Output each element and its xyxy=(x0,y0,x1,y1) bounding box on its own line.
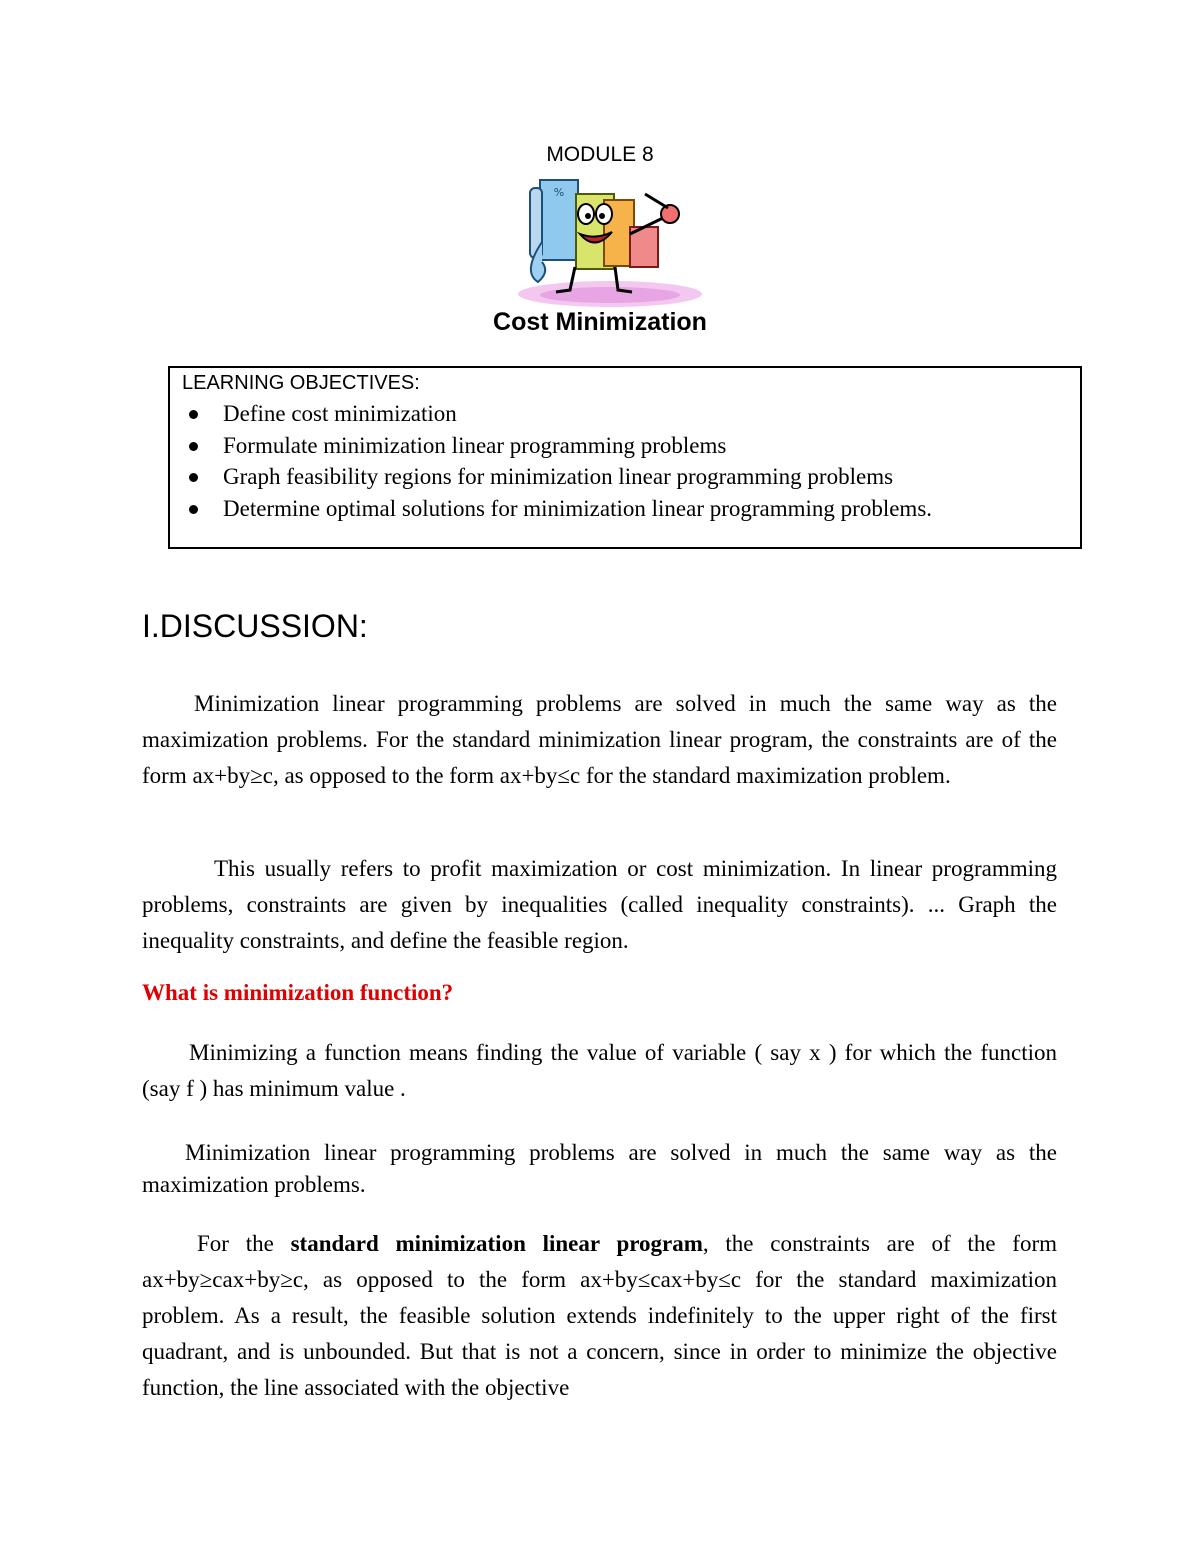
objective-text: Define cost minimization xyxy=(223,401,457,426)
paragraph-text: This usually refers to profit maximization or cost minimization. In linear programming problems, constraints are given by inequalities (called inequality constraints). ... Graph the inequality constraints, and define the feasible region. xyxy=(142,856,1057,953)
section-heading: I.DISCUSSION: xyxy=(142,608,368,644)
paragraph-text: , the constraints are of the form ax+by≥cax+by≥c, as opposed to the form ax+by≤cax+by≤c for the standard maximization problem. As a result, the feasible solution extends indefinitely to the upper right of the first quadrant, and is unbounded. But that is not a concern, since in order to minimize the objective function, the line associated with the objective xyxy=(142,1231,1057,1400)
paragraph-text: For the xyxy=(197,1231,291,1256)
objectives-list xyxy=(170,398,932,524)
bullet-icon xyxy=(189,473,198,482)
objective-text: Determine optimal solutions for minimization linear programming problems. xyxy=(223,495,933,521)
paragraph-text: Minimizing a function means finding the value of variable ( say x ) for which the function (say f ) has minimum value . xyxy=(142,1040,1057,1101)
paragraph xyxy=(142,686,1057,794)
learning-objectives-box xyxy=(168,366,1082,549)
module-label: MODULE 8 xyxy=(546,143,654,166)
paragraph-text: Minimization linear programming problems are solved in much the same way as the maximization problems. For the standard minimization linear program, the constraints are of the form ax+by≥c, as opposed to the form ax+by≤c for the standard maximization problem. xyxy=(142,691,1057,788)
objective-text: Formulate minimization linear programming problems xyxy=(223,432,727,458)
bullet-icon xyxy=(189,505,198,514)
list-item xyxy=(170,493,932,525)
bar-chart-mascot-icon xyxy=(500,172,715,307)
list-item xyxy=(170,398,932,430)
objective-text: Graph feasibility regions for minimization linear programming problems xyxy=(223,464,894,489)
paragraph-text: Minimization linear programming problems are solved in much the same way as the maximization problems. xyxy=(142,1140,1057,1197)
question-heading: What is minimization function? xyxy=(142,980,454,1005)
paragraph xyxy=(142,1226,1057,1406)
paragraph xyxy=(142,1035,1057,1107)
mascot-bar-label: % xyxy=(553,186,565,199)
bullet-icon xyxy=(189,410,198,419)
bullet-icon xyxy=(189,442,198,451)
objectives-heading: LEARNING OBJECTIVES: xyxy=(182,372,420,394)
list-item xyxy=(170,430,932,462)
paragraph xyxy=(142,1137,1057,1201)
paragraph xyxy=(142,851,1057,959)
list-item xyxy=(170,461,932,493)
bold-term: standard minimization linear program xyxy=(290,1231,703,1256)
module-title: Cost Minimization xyxy=(493,308,707,336)
